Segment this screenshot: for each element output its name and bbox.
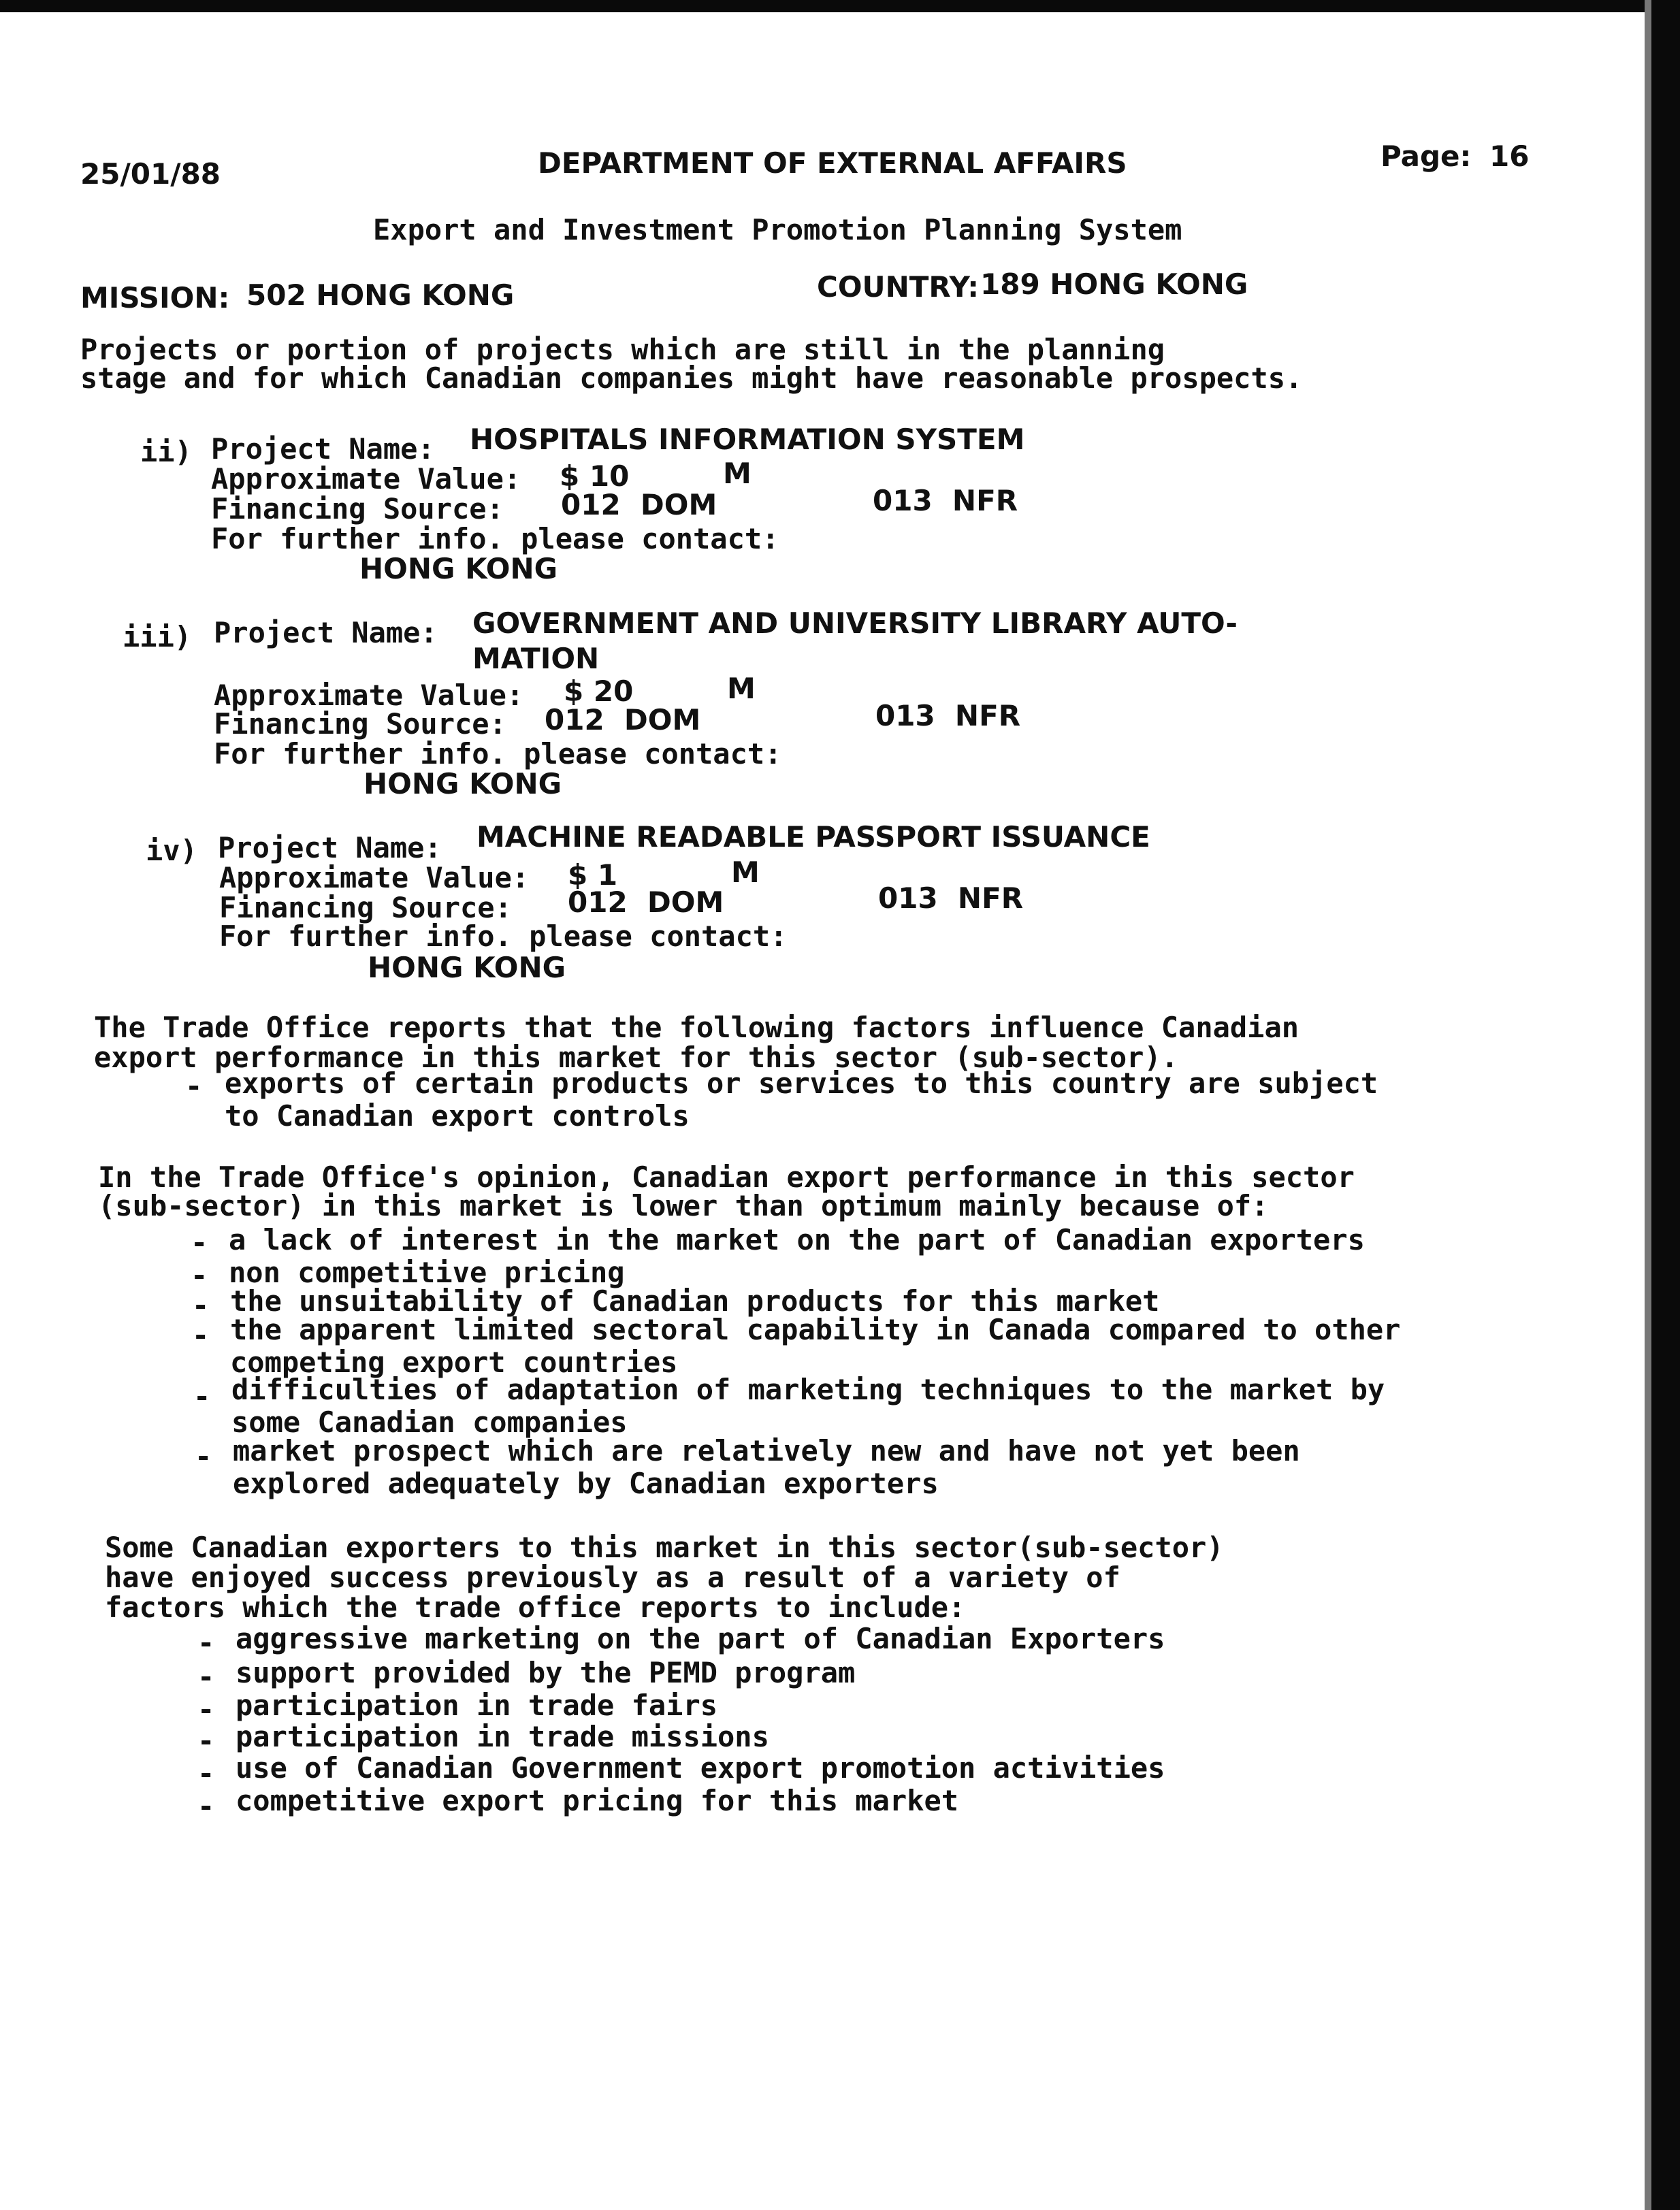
financing-source-2: 013 NFR [875, 699, 1021, 732]
success-item-bullet: - [197, 1626, 215, 1659]
scan-right-shadow [1645, 0, 1651, 2210]
system-title: Export and Investment Promotion Planning System [373, 213, 1182, 246]
approx-value-unit: M [727, 672, 756, 705]
approx-value-label: Approximate Value: [211, 462, 521, 495]
project-name: MACHINE READABLE PASSPORT ISSUANCE [476, 820, 1150, 854]
success-item-line: participation in trade missions [236, 1720, 769, 1753]
opinion-item-line: competing export countries [230, 1346, 678, 1379]
opinion-item-bullet: - [192, 1318, 210, 1352]
financing-source-2: 013 NFR [873, 484, 1018, 517]
opinion-item-bullet: - [192, 1288, 210, 1322]
success-item-line: competitive export pricing for this market [236, 1784, 959, 1817]
financing-source-2: 013 NFR [878, 881, 1024, 915]
financing-source-label: Financing Source: [214, 707, 506, 741]
intro-line-2: stage and for which Canadian companies might have reasonable prospects. [80, 361, 1303, 395]
factors-item-bullet: - [185, 1069, 203, 1103]
success-line-1: Some Canadian exporters to this market in this sector(sub-sector) [105, 1531, 1224, 1564]
project-name-label: Project Name: [211, 432, 435, 466]
country-label: COUNTRY: [817, 270, 980, 304]
contact-value: HONG KONG [359, 552, 558, 585]
opinion-item-line: the apparent limited sectoral capability in Canada compared to other [230, 1313, 1401, 1346]
opinion-item-bullet: - [193, 1380, 211, 1413]
success-item-line: use of Canadian Government export promotion activities [236, 1751, 1165, 1785]
factors-item-line: to Canadian export controls [225, 1099, 690, 1133]
project-name-continued: MATION [472, 642, 600, 675]
project-numeral: ii) [140, 435, 192, 468]
page-label: Page: [1380, 140, 1472, 173]
opinion-item-line: explored adequately by Canadian exporters [233, 1467, 939, 1500]
success-item-line: participation in trade fairs [236, 1689, 718, 1722]
project-name: HOSPITALS INFORMATION SYSTEM [470, 423, 1025, 456]
success-line-2: have enjoyed success previously as a result of a variety of [105, 1561, 1120, 1594]
financing-source-label: Financing Source: [211, 492, 504, 525]
project-numeral: iv) [146, 834, 197, 867]
financing-source-1: 012 DOM [561, 488, 717, 521]
success-item-bullet: - [197, 1757, 215, 1790]
success-line-3: factors which the trade office reports to include: [105, 1591, 966, 1624]
opinion-item-line: non competitive pricing [229, 1256, 625, 1289]
success-item-line: aggressive marketing on the part of Canadian Exporters [236, 1622, 1165, 1655]
scan-top-edge [0, 0, 1680, 12]
approx-value-label: Approximate Value: [219, 861, 530, 894]
contact-value: HONG KONG [364, 767, 562, 800]
opinion-item-bullet: - [191, 1226, 208, 1259]
contact-label: For further info. please contact: [219, 920, 788, 953]
approx-value: $ 10 [560, 459, 630, 493]
department-title: DEPARTMENT OF EXTERNAL AFFAIRS [538, 146, 1127, 180]
contact-label: For further info. please contact: [214, 737, 782, 770]
opinion-item-line: some Canadian companies [231, 1405, 628, 1439]
country-value: 189 HONG KONG [980, 267, 1248, 301]
approx-value: $ 20 [564, 675, 634, 708]
mission-label: MISSION: [80, 281, 230, 314]
financing-source-1: 012 DOM [545, 703, 701, 736]
financing-source-label: Financing Source: [219, 891, 512, 924]
success-item-bullet: - [197, 1660, 215, 1693]
intro-line-1: Projects or portion of projects which are still in the planning [80, 333, 1165, 366]
opinion-item-line: difficulties of adaptation of marketing techniques to the market by [231, 1373, 1385, 1406]
success-item-bullet: - [197, 1789, 215, 1823]
success-item-bullet: - [197, 1693, 215, 1726]
opinion-item-line: the unsuitability of Canadian products for this market [230, 1284, 1160, 1318]
success-item-line: support provided by the PEMD program [236, 1656, 856, 1689]
report-date: 25/01/88 [80, 157, 221, 191]
financing-source-1: 012 DOM [568, 885, 724, 919]
opinion-item-line: market prospect which are relatively new and have not yet been [233, 1434, 1300, 1467]
approx-value-unit: M [723, 457, 752, 490]
factors-line-2: export performance in this market for this sector (sub-sector). [94, 1041, 1179, 1074]
opinion-item-bullet: - [191, 1258, 208, 1292]
approx-value-label: Approximate Value: [214, 679, 524, 712]
page-number: 16 [1489, 140, 1530, 173]
factors-item-line: exports of certain products or services to this country are subject [225, 1067, 1378, 1100]
success-item-bullet: - [197, 1724, 215, 1757]
mission-value: 502 HONG KONG [246, 278, 515, 312]
approx-value: $ 1 [568, 858, 618, 892]
factors-line-1: The Trade Office reports that the following factors influence Canadian [94, 1011, 1299, 1044]
project-name: GOVERNMENT AND UNIVERSITY LIBRARY AUTO- [472, 606, 1238, 640]
opinion-item-bullet: - [195, 1440, 212, 1473]
project-name-label: Project Name: [214, 616, 438, 649]
project-name-label: Project Name: [218, 831, 442, 864]
approx-value-unit: M [731, 856, 760, 889]
contact-label: For further info. please contact: [211, 522, 779, 555]
contact-value: HONG KONG [368, 951, 566, 984]
project-numeral: iii) [123, 620, 192, 653]
opinion-line-1: In the Trade Office's opinion, Canadian export performance in this sector [98, 1160, 1355, 1194]
opinion-item-line: a lack of interest in the market on the part of Canadian exporters [229, 1223, 1365, 1256]
opinion-line-2: (sub-sector) in this market is lower than optimum mainly because of: [98, 1189, 1269, 1222]
scan-right-edge [1651, 0, 1680, 2210]
